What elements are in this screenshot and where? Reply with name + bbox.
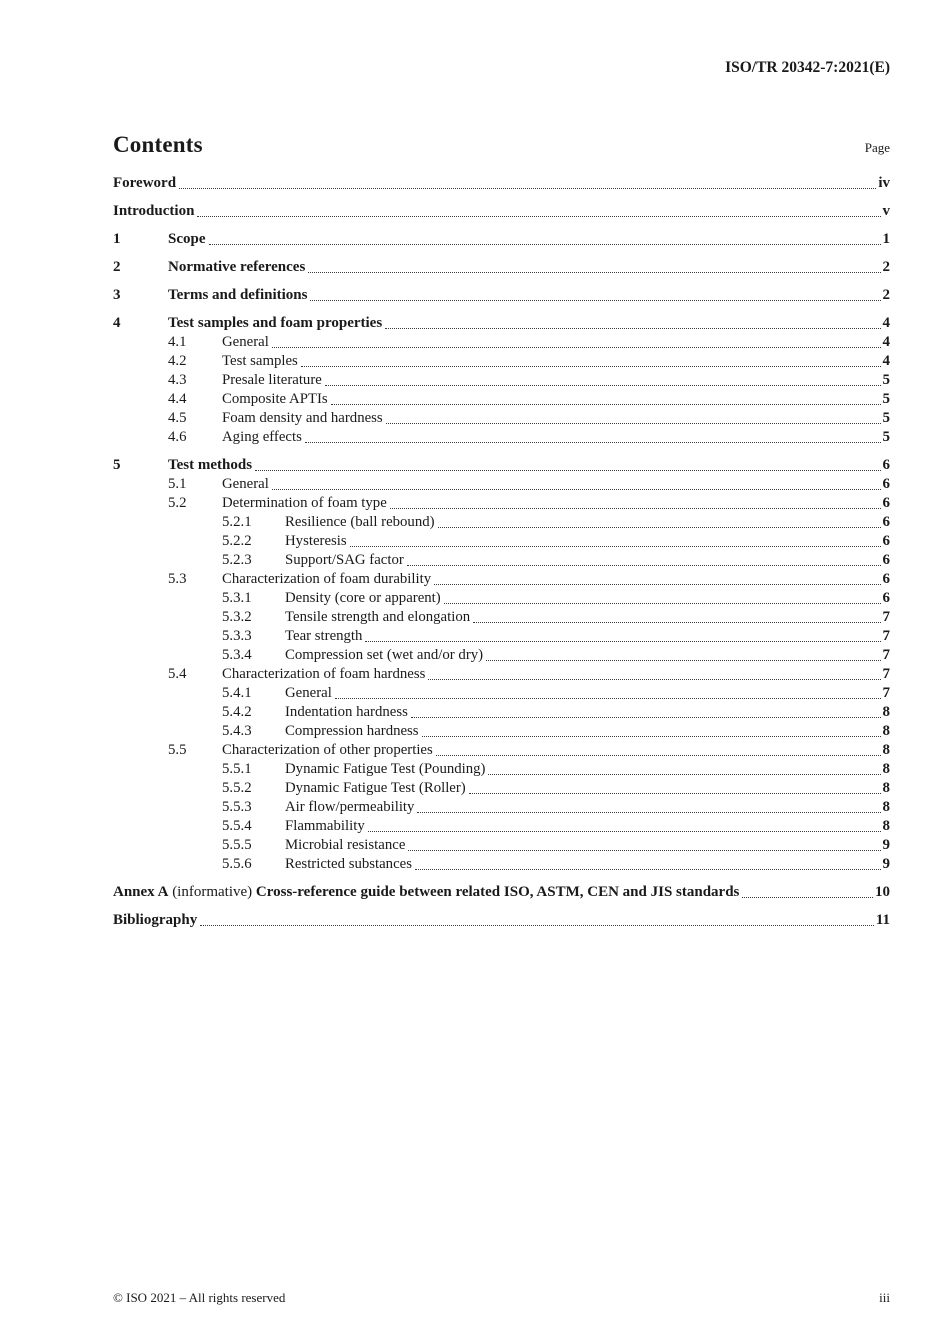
toc-list	[113, 174, 890, 930]
toc-entry-page: 6	[882, 571, 890, 587]
toc-entry-number: 5.1	[168, 476, 187, 492]
toc-entry[interactable]	[113, 475, 890, 494]
toc-entry[interactable]	[113, 390, 890, 409]
toc-entry-page: 1	[882, 231, 890, 247]
toc-leader-dots	[272, 489, 881, 490]
copyright-notice: © ISO 2021 – All rights reserved	[113, 1290, 286, 1305]
toc-entry[interactable]	[113, 703, 890, 722]
toc-entry-title: Microbial resistance	[285, 837, 406, 853]
toc-entry[interactable]	[113, 286, 890, 305]
toc-leader-dots	[390, 508, 881, 509]
toc-entry-page: 5	[882, 391, 890, 407]
toc-entry-number: 5.5.6	[222, 856, 252, 872]
toc-entry-number: 5.5.3	[222, 799, 252, 815]
toc-entry-title: Foam density and hardness	[222, 410, 383, 426]
page-column-label: Page	[864, 140, 890, 155]
toc-entry-number: 2	[113, 259, 121, 275]
toc-entry[interactable]	[113, 513, 890, 532]
toc-entry-page: 7	[882, 609, 890, 625]
toc-leader-dots	[325, 385, 881, 386]
toc-title: Contents	[113, 132, 203, 157]
toc-entry[interactable]	[113, 608, 890, 627]
toc-entry-page: 8	[882, 742, 890, 758]
page-footer	[113, 1289, 890, 1306]
toc-entry-title: Introduction	[113, 203, 195, 219]
toc-entry-number: 5.3	[168, 571, 187, 587]
toc-leader-dots	[486, 660, 880, 661]
toc-entry[interactable]	[113, 911, 890, 930]
toc-entry-title: General	[222, 476, 269, 492]
toc-leader-dots	[305, 442, 881, 443]
toc-leader-dots	[436, 755, 881, 756]
toc-entry-number: 4.3	[168, 372, 187, 388]
toc-leader-dots	[365, 641, 880, 642]
toc-entry-title: Presale literature	[222, 372, 322, 388]
toc-entry-page: 8	[882, 723, 890, 739]
toc-entry[interactable]	[113, 589, 890, 608]
toc-entry[interactable]	[113, 646, 890, 665]
toc-leader-dots	[422, 736, 881, 737]
folio-page-number: iii	[879, 1290, 890, 1305]
toc-leader-dots	[444, 603, 881, 604]
toc-leader-dots	[385, 328, 880, 329]
toc-entry[interactable]	[113, 836, 890, 855]
toc-entry-page: 2	[882, 287, 890, 303]
toc-entry-page: 7	[882, 685, 890, 701]
toc-entry[interactable]	[113, 258, 890, 277]
toc-entry-page: 8	[882, 704, 890, 720]
toc-leader-dots	[415, 869, 881, 870]
toc-entry-number: 5.3.4	[222, 647, 252, 663]
toc-entry[interactable]	[113, 314, 890, 333]
toc-entry-page: 4	[882, 334, 890, 350]
toc-leader-dots	[308, 272, 880, 273]
toc-leader-dots	[428, 679, 880, 680]
toc-entry-number: 5.2.2	[222, 533, 252, 549]
toc-entry-title: Flammability	[285, 818, 365, 834]
toc-entry[interactable]	[113, 551, 890, 570]
toc-entry-page: 11	[875, 912, 890, 928]
document-reference: ISO/TR 20342-7:2021(E)	[725, 59, 890, 76]
toc-entry-title: Composite APTIs	[222, 391, 328, 407]
toc-entry-number: 5.4.2	[222, 704, 252, 720]
toc-entry-number: 5.2.3	[222, 552, 252, 568]
toc-entry[interactable]	[113, 371, 890, 390]
toc-entry[interactable]	[113, 741, 890, 760]
toc-entry-title: General	[285, 685, 332, 701]
toc-leader-dots	[368, 831, 881, 832]
toc-entry-title: Scope	[168, 231, 206, 247]
toc-entry-title: Aging effects	[222, 429, 302, 445]
toc-entry-number: 4.1	[168, 334, 187, 350]
toc-entry-number: 4.2	[168, 353, 187, 369]
toc-leader-dots	[255, 470, 880, 471]
toc-entry-number: 5.4	[168, 666, 187, 682]
toc-entry-title: Terms and definitions	[168, 287, 308, 303]
toc-entry[interactable]	[113, 855, 890, 874]
toc-leader-dots	[179, 188, 876, 189]
toc-entry-page: 5	[882, 429, 890, 445]
toc-entry[interactable]	[113, 760, 890, 779]
toc-entry[interactable]	[113, 202, 890, 221]
toc-entry[interactable]	[113, 352, 890, 371]
toc-entry-title: Bibliography	[113, 912, 198, 928]
toc-entry[interactable]	[113, 532, 890, 551]
toc-leader-dots	[411, 717, 881, 718]
toc-entry-page: 6	[882, 590, 890, 606]
toc-entry-page: 8	[882, 761, 890, 777]
toc-entry[interactable]	[113, 230, 890, 249]
toc-entry-page: 8	[882, 818, 890, 834]
toc-entry-number: 5.5.1	[222, 761, 252, 777]
toc-entry-title: Determination of foam type	[222, 495, 387, 511]
toc-entry[interactable]	[113, 428, 890, 447]
toc-entry-page: 6	[882, 552, 890, 568]
toc-entry[interactable]	[113, 333, 890, 352]
toc-entry-title: Test samples and foam properties	[168, 315, 383, 331]
toc-leader-dots	[386, 423, 881, 424]
toc-leader-dots	[197, 216, 880, 217]
toc-entry-title: Support/SAG factor	[285, 552, 404, 568]
toc-entry-page: 5	[882, 372, 890, 388]
toc-entry-number: 4.6	[168, 429, 187, 445]
toc-entry-note: (informative)	[168, 884, 256, 900]
toc-entry-page: 2	[882, 259, 890, 275]
toc-leader-dots	[301, 366, 881, 367]
toc-entry-number: 5.2.1	[222, 514, 252, 530]
toc-entry-page: 8	[882, 780, 890, 796]
toc-entry-page: 10	[875, 884, 890, 900]
toc-entry-page: 8	[882, 799, 890, 815]
toc-leader-dots	[272, 347, 881, 348]
toc-entry-title: Restricted substances	[285, 856, 412, 872]
toc-entry[interactable]	[113, 684, 890, 703]
toc-entry-title: Normative references	[168, 259, 306, 275]
toc-entry-page: 6	[882, 514, 890, 530]
toc-entry-title: Tensile strength and elongation	[285, 609, 471, 625]
toc-entry-number: 5.4.3	[222, 723, 252, 739]
toc-entry-page: v	[882, 203, 890, 219]
toc-leader-dots	[335, 698, 881, 699]
toc-entry[interactable]	[113, 665, 890, 684]
toc-entry-page: 6	[882, 533, 890, 549]
toc-entry-title: General	[222, 334, 269, 350]
toc-entry-page: 6	[882, 457, 890, 473]
toc-entry-title: Hysteresis	[285, 533, 347, 549]
toc-entry-number: 5.4.1	[222, 685, 252, 701]
toc-entry[interactable]	[113, 174, 890, 193]
toc-leader-dots	[408, 850, 880, 851]
toc-entry-number: 5.3.2	[222, 609, 252, 625]
toc-entry-title: Dynamic Fatigue Test (Pounding)	[285, 761, 486, 777]
toc-entry-number: 5.5.5	[222, 837, 252, 853]
toc-entry-number: 5.2	[168, 495, 187, 511]
toc-entry-title: Compression hardness	[285, 723, 419, 739]
toc-entry-page: 4	[882, 315, 890, 331]
toc-leader-dots	[200, 925, 874, 926]
toc-leader-dots	[469, 793, 881, 794]
toc-entry-prefix: Annex A	[113, 884, 169, 900]
toc-entry-number: 5	[113, 457, 121, 473]
toc-entry-number: 4.5	[168, 410, 187, 426]
toc-entry-page: 6	[882, 476, 890, 492]
toc-entry-title: Tear strength	[285, 628, 363, 644]
toc-entry-page: 9	[882, 837, 890, 853]
toc-leader-dots	[407, 565, 881, 566]
toc-entry-page: iv	[878, 175, 890, 191]
toc-entry-page: 5	[882, 410, 890, 426]
toc-entry[interactable]	[113, 627, 890, 646]
toc-entry-number: 5.3.3	[222, 628, 252, 644]
toc-entry-title: Resilience (ball rebound)	[285, 514, 435, 530]
toc-entry-title: Indentation hardness	[285, 704, 408, 720]
toc-entry-number: 4.4	[168, 391, 187, 407]
toc-entry[interactable]	[113, 779, 890, 798]
toc-entry-number: 4	[113, 315, 121, 331]
toc-entry-main-title: Cross-reference guide between related ISO, ASTM, CEN and JIS standards	[255, 884, 740, 900]
toc-entry-title: Foreword	[113, 175, 177, 191]
toc-entry-title: Test methods	[168, 457, 253, 473]
toc-leader-dots	[209, 244, 881, 245]
toc-leader-dots	[473, 622, 880, 623]
toc-entry-title: Compression set (wet and/or dry)	[285, 647, 484, 663]
toc-entry[interactable]	[113, 456, 890, 475]
toc-entry-title: Dynamic Fatigue Test (Roller)	[285, 780, 466, 796]
toc-entry-number: 5.5.2	[222, 780, 252, 796]
toc-entry[interactable]	[113, 570, 890, 589]
toc-leader-dots	[742, 897, 873, 898]
toc-leader-dots	[417, 812, 880, 813]
toc-leader-dots	[438, 527, 881, 528]
toc-header	[113, 132, 890, 158]
toc-entry-page: 7	[882, 666, 890, 682]
toc-leader-dots	[488, 774, 880, 775]
toc-entry-number: 5.5	[168, 742, 187, 758]
toc-entry[interactable]	[113, 883, 890, 902]
toc-entry-title: Density (core or apparent)	[285, 590, 441, 606]
toc-entry-page: 7	[882, 647, 890, 663]
toc-entry[interactable]	[113, 494, 890, 513]
toc-leader-dots	[331, 404, 881, 405]
toc-entry-title: Characterization of other properties	[222, 742, 433, 758]
toc-entry-page: 9	[882, 856, 890, 872]
toc-entry[interactable]	[113, 798, 890, 817]
toc-entry-title	[113, 883, 739, 902]
toc-leader-dots	[434, 584, 880, 585]
toc-leader-dots	[310, 300, 880, 301]
toc-entry-title: Test samples	[222, 353, 298, 369]
toc-entry[interactable]	[113, 817, 890, 836]
toc-entry-number: 3	[113, 287, 121, 303]
toc-entry[interactable]	[113, 409, 890, 428]
toc-entry-page: 7	[882, 628, 890, 644]
toc-entry-number: 5.5.4	[222, 818, 252, 834]
toc-entry[interactable]	[113, 722, 890, 741]
toc-entry-title: Air flow/permeability	[285, 799, 415, 815]
toc-leader-dots	[350, 546, 881, 547]
toc-entry-number: 1	[113, 231, 121, 247]
toc-entry-page: 6	[882, 495, 890, 511]
toc-entry-title: Characterization of foam hardness	[222, 666, 426, 682]
toc-entry-title: Characterization of foam durability	[222, 571, 432, 587]
toc-entry-page: 4	[882, 353, 890, 369]
toc-entry-number: 5.3.1	[222, 590, 252, 606]
